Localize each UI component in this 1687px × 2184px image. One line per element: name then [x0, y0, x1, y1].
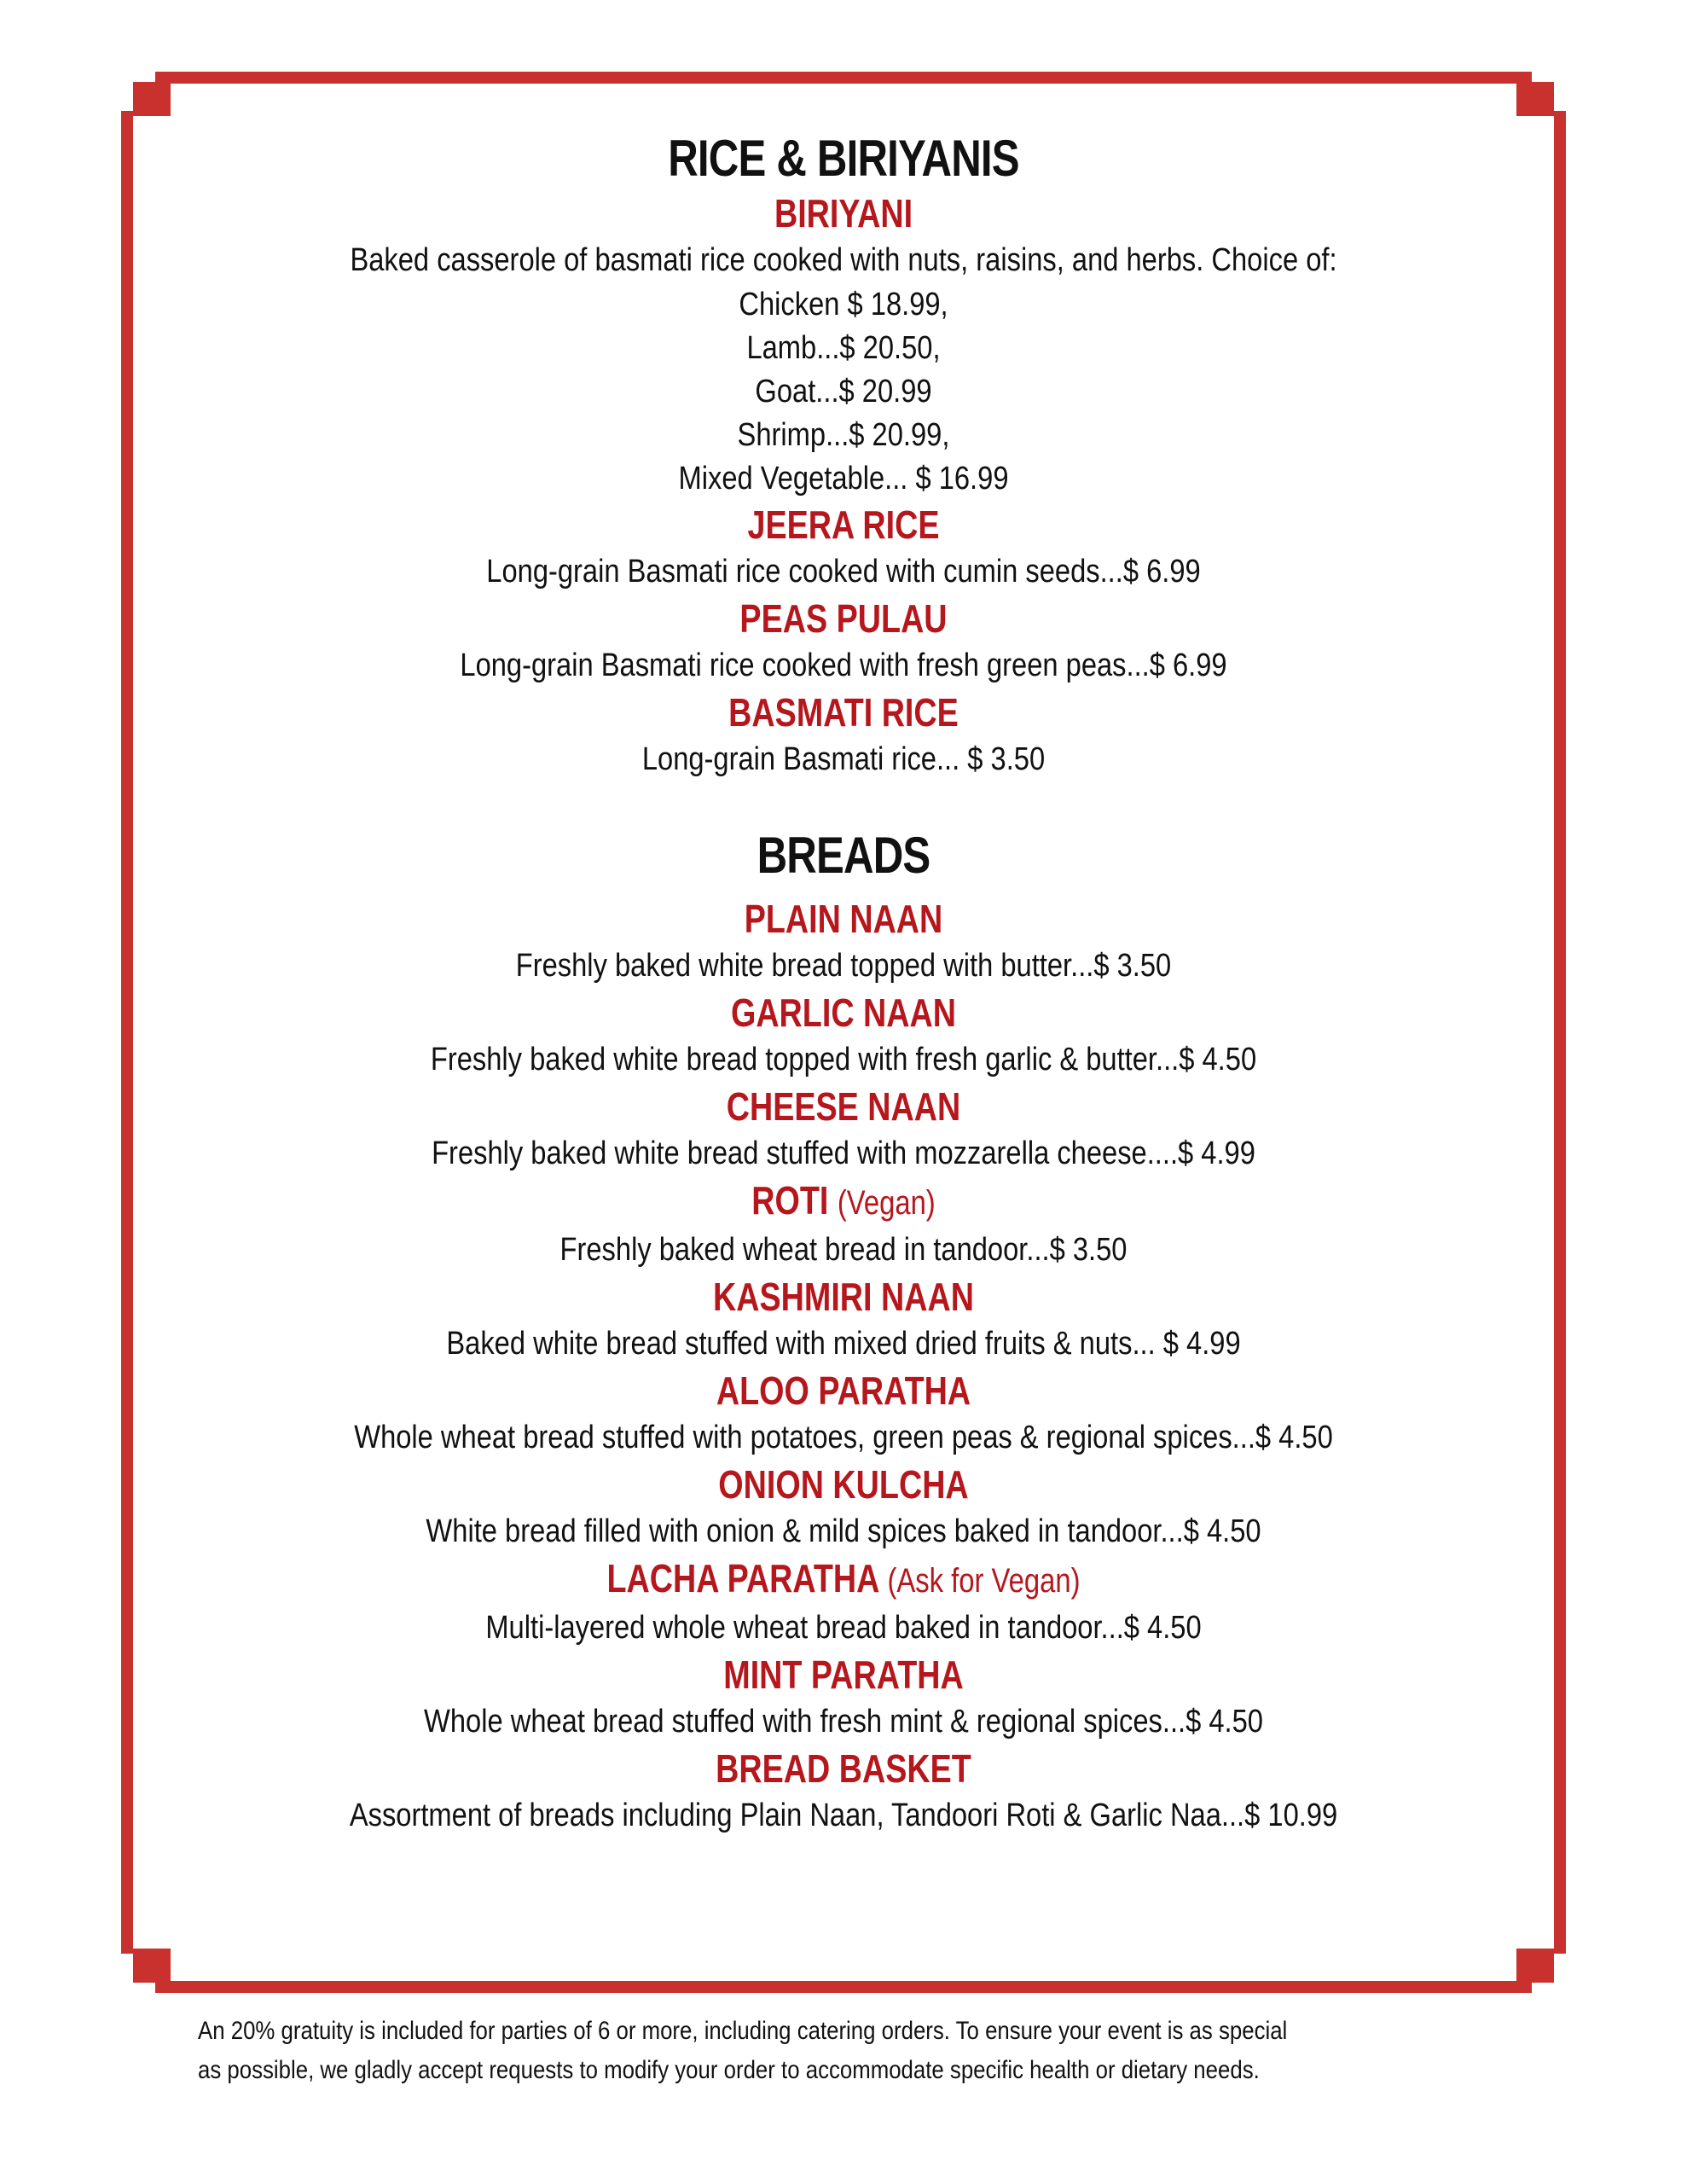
frame-corner-bottom-right	[1516, 1949, 1554, 1983]
frame-corner-top-left	[133, 82, 171, 116]
item-name-text: GARLIC NAAN	[730, 990, 957, 1035]
item-name-plain-naan	[264, 895, 1423, 943]
item-desc-bread-basket: Assortment of breads including Plain Naan, Tandoori Roti & Garlic Naa...$ 10.99	[349, 1798, 1338, 1833]
item-note-vegan: (Vegan)	[837, 1184, 936, 1222]
frame-corner-bottom-right-step	[1516, 1979, 1532, 1993]
item-desc-roti: Freshly baked wheat bread in tandoor...$ 3.50	[559, 1232, 1128, 1268]
menu-content	[136, 128, 1551, 1838]
item-name-roti	[264, 1176, 1423, 1227]
item-name-text: ALOO PARATHA	[716, 1368, 971, 1413]
item-name-text: BREAD BASKET	[716, 1746, 971, 1791]
frame-bottom	[158, 1981, 1529, 1993]
item-name-text: CHEESE NAAN	[726, 1084, 961, 1129]
item-name-lacha-paratha	[264, 1554, 1423, 1605]
frame-corner-bottom-left-step	[155, 1979, 171, 1993]
section-title-rice: RICE & BIRIYANIS	[668, 130, 1019, 187]
frame-right	[1554, 111, 1566, 1954]
item-name-garlic-naan	[264, 989, 1423, 1037]
frame-top	[158, 72, 1529, 84]
item-name-biriyani: BIRIYANI	[774, 191, 913, 235]
biriyani-choice: Lamb...$ 20.50,	[746, 330, 941, 366]
section-gap	[136, 782, 1551, 825]
item-name-text: LACHA PARATHA	[606, 1556, 878, 1600]
item-name-basmati-rice: BASMATI RICE	[728, 690, 959, 735]
item-desc-kashmiri-naan: Baked white bread stuffed with mixed dried fruits & nuts... $ 4.99	[446, 1326, 1241, 1362]
biriyani-choice: Chicken $ 18.99,	[739, 287, 948, 322]
frame-corner-top-right-step	[1516, 72, 1532, 85]
item-name-jeera-rice: JEERA RICE	[747, 502, 940, 547]
item-name-cheese-naan	[264, 1083, 1423, 1130]
frame-corner-top-left-step	[155, 72, 171, 85]
title-spacer	[136, 886, 1551, 895]
item-name-text: PLAIN NAAN	[744, 897, 943, 941]
item-name-text: MINT PARATHA	[723, 1653, 964, 1697]
item-desc-aloo-paratha: Whole wheat bread stuffed with potatoes, green peas & regional spices...$ 4.50	[354, 1420, 1333, 1455]
frame-left	[121, 111, 133, 1954]
biriyani-choice: Mixed Vegetable... $ 16.99	[678, 461, 1009, 497]
item-desc-cheese-naan: Freshly baked white bread stuffed with mozzarella cheese....$ 4.99	[432, 1136, 1255, 1171]
frame-corner-top-right	[1516, 82, 1554, 116]
biriyani-choices	[136, 283, 1551, 501]
item-desc-jeera-rice: Long-grain Basmati rice cooked with cumin seeds...$ 6.99	[486, 554, 1201, 590]
item-name-peas-pulau: PEAS PULAU	[739, 596, 948, 641]
item-desc-basmati-rice: Long-grain Basmati rice... $ 3.50	[641, 741, 1046, 777]
item-name-text: KASHMIRI NAAN	[713, 1275, 974, 1319]
item-note-ask-for-vegan: (Ask for Vegan)	[887, 1562, 1081, 1600]
item-desc-mint-paratha: Whole wheat bread stuffed with fresh mint & regional spices...$ 4.50	[424, 1704, 1263, 1740]
biriyani-choice: Goat...$ 20.99	[755, 374, 932, 410]
item-name-text: ONION KULCHA	[718, 1462, 969, 1507]
gratuity-footer-note: An 20% gratuity is included for parties of 6 or more, including catering orders. To ensure your event is as special as possible, we gladly accept requests to modify your order to accommodate specific health or dietary needs.	[198, 2017, 1288, 2084]
item-name-kashmiri-naan	[264, 1273, 1423, 1321]
item-name-bread-basket	[264, 1745, 1423, 1792]
item-desc-lacha-paratha: Multi-layered whole wheat bread baked in tandoor...$ 4.50	[485, 1610, 1202, 1646]
biriyani-choice: Shrimp...$ 20.99,	[737, 417, 950, 453]
item-desc-peas-pulau: Long-grain Basmati rice cooked with fresh green peas...$ 6.99	[460, 648, 1227, 683]
item-name-text: ROTI	[751, 1178, 829, 1223]
item-desc-biriyani: Baked casserole of basmati rice cooked with nuts, raisins, and herbs. Choice of:	[350, 242, 1337, 278]
item-name-mint-paratha	[264, 1651, 1423, 1699]
item-desc-onion-kulcha: White bread filled with onion & mild spices baked in tandoor...$ 4.50	[426, 1513, 1261, 1549]
frame-corner-bottom-left	[133, 1949, 171, 1983]
item-desc-garlic-naan: Freshly baked white bread topped with fresh garlic & butter...$ 4.50	[430, 1042, 1257, 1077]
item-name-onion-kulcha	[264, 1461, 1423, 1508]
section-title-breads: BREADS	[757, 827, 930, 884]
item-name-aloo-paratha	[264, 1367, 1423, 1414]
item-desc-plain-naan: Freshly baked white bread topped with butter...$ 3.50	[515, 948, 1172, 984]
